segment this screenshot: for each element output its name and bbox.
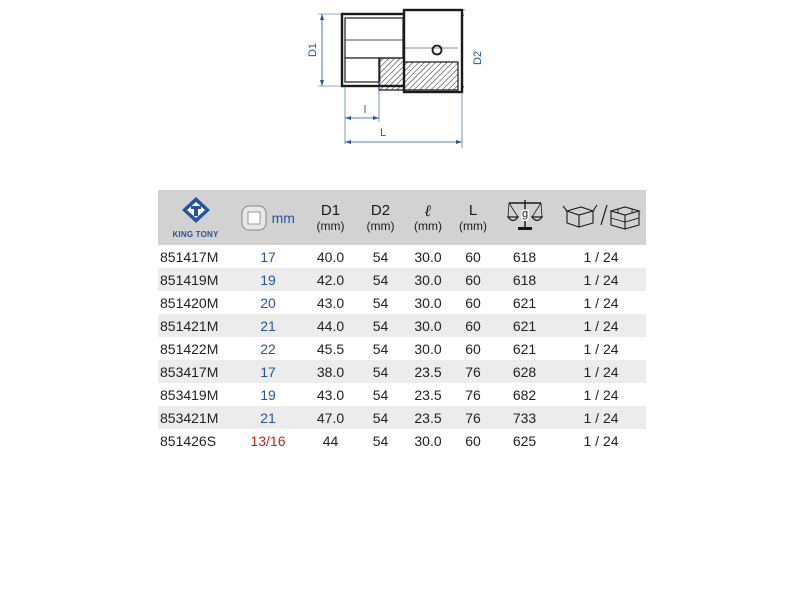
cell-ell: 23.5 <box>403 406 453 429</box>
socket-outline <box>342 10 462 92</box>
header-d2-unit: (mm) <box>366 218 395 233</box>
cell-d1: 47.0 <box>303 406 358 429</box>
cell-d2: 54 <box>358 406 403 429</box>
cell-size: 21 <box>233 406 303 429</box>
header-d1-label: D1 <box>320 201 341 219</box>
table-row <box>158 406 646 429</box>
cell-d1: 40.0 <box>316 248 345 265</box>
cell-code: 851422M <box>160 340 219 357</box>
cell-packing: 1 / 24 <box>583 248 619 265</box>
cell-ell: 23.5 <box>403 360 453 383</box>
cell-code: 851426S <box>160 432 217 449</box>
cell-weight: 618 <box>512 248 537 265</box>
table-body <box>158 245 646 452</box>
cell-ell: 30.0 <box>414 248 442 265</box>
cell-packing: 1 / 24 <box>556 406 646 429</box>
table-row <box>158 429 646 452</box>
size-unit: mm <box>271 209 295 226</box>
table-row <box>158 291 646 314</box>
dimension-d2 <box>460 10 484 92</box>
cell-weight: 621 <box>512 294 537 311</box>
cell-d2: 54 <box>358 268 403 291</box>
cell-weight: 621 <box>493 314 556 337</box>
header-d2 <box>358 190 403 245</box>
cell-d2: 54 <box>372 294 389 311</box>
cell-d1: 43.0 <box>316 386 345 403</box>
cell-d1: 38.0 <box>303 360 358 383</box>
cell-size: 13/16 <box>250 432 286 449</box>
cell-ell: 30.0 <box>414 432 442 449</box>
cell-ell: 23.5 <box>414 386 442 403</box>
header-size <box>233 190 303 245</box>
cell-length: 76 <box>453 360 493 383</box>
cell-packing: 1 / 24 <box>583 294 619 311</box>
table-header <box>158 190 646 245</box>
label-l-small: l <box>363 104 367 116</box>
brand-name: KING TONY <box>172 230 219 239</box>
cell-d1: 45.5 <box>316 340 345 357</box>
cell-size: 19 <box>233 268 303 291</box>
cell-code: 853417M <box>158 360 233 383</box>
cell-ell: 30.0 <box>414 294 442 311</box>
cell-code: 853419M <box>160 386 219 403</box>
cell-length: 60 <box>465 432 481 449</box>
spec-table <box>158 190 646 452</box>
cell-weight: 628 <box>493 360 556 383</box>
socket-drawing <box>300 0 500 160</box>
cell-d1: 44 <box>322 432 339 449</box>
cell-d1: 44.0 <box>303 314 358 337</box>
table-row <box>158 337 646 360</box>
label-d2: D2 <box>472 50 484 66</box>
cell-packing: 1 / 24 <box>583 432 619 449</box>
cell-packing: 1 / 24 <box>556 268 646 291</box>
cell-size: 20 <box>260 294 276 311</box>
header-d1-unit: (mm) <box>316 218 345 233</box>
cell-weight: 682 <box>512 386 537 403</box>
weight-unit: g <box>521 208 528 220</box>
cell-d2: 54 <box>358 314 403 337</box>
table-row <box>158 245 646 268</box>
cell-packing: 1 / 24 <box>556 314 646 337</box>
header-packing <box>556 190 646 245</box>
cell-length: 60 <box>465 340 481 357</box>
cell-d2: 54 <box>372 386 389 403</box>
cell-length: 60 <box>465 248 481 265</box>
square-drive-icon <box>241 205 267 231</box>
table-row <box>158 360 646 383</box>
cell-size: 17 <box>233 360 303 383</box>
packing-icon <box>561 199 641 231</box>
cell-code: 851420M <box>160 294 219 311</box>
dimension-l-small <box>345 86 379 144</box>
header-ell-label: ℓ <box>424 200 432 220</box>
table-row <box>158 383 646 406</box>
cell-packing: 1 / 24 <box>583 340 619 357</box>
cell-packing: 1 / 24 <box>583 386 619 403</box>
dimension-l-total <box>345 92 462 148</box>
label-d1: D1 <box>307 42 319 58</box>
cell-ell: 30.0 <box>403 314 453 337</box>
cell-d1: 42.0 <box>303 268 358 291</box>
table-row <box>158 268 646 291</box>
cell-d2: 54 <box>358 360 403 383</box>
dimension-d1 <box>307 14 345 86</box>
header-length <box>453 190 493 245</box>
cell-length: 76 <box>453 406 493 429</box>
cell-weight: 621 <box>512 340 537 357</box>
header-brand <box>158 190 233 245</box>
scale-icon <box>505 197 545 233</box>
header-length-unit: (mm) <box>459 218 487 233</box>
cell-d1: 43.0 <box>316 294 345 311</box>
cell-size: 21 <box>233 314 303 337</box>
cell-size: 17 <box>260 248 276 265</box>
cell-weight: 625 <box>512 432 537 449</box>
cell-length: 60 <box>465 294 481 311</box>
cell-weight: 618 <box>493 268 556 291</box>
header-length-label: L <box>468 201 478 219</box>
cell-packing: 1 / 24 <box>556 360 646 383</box>
cell-d2: 54 <box>372 432 389 449</box>
cell-code: 851419M <box>158 268 233 291</box>
cell-size: 19 <box>260 386 276 403</box>
cell-code: 853421M <box>158 406 233 429</box>
table-row <box>158 314 646 337</box>
cell-weight: 733 <box>493 406 556 429</box>
label-l-total: L <box>379 127 387 139</box>
cell-length: 76 <box>465 386 481 403</box>
cell-code: 851421M <box>158 314 233 337</box>
cell-ell: 30.0 <box>414 340 442 357</box>
cell-code: 851417M <box>160 248 219 265</box>
cell-length: 60 <box>453 268 493 291</box>
cell-ell: 30.0 <box>403 268 453 291</box>
header-d1 <box>303 190 358 245</box>
cell-length: 60 <box>453 314 493 337</box>
cell-d2: 54 <box>372 340 389 357</box>
header-ell-unit: (mm) <box>414 218 442 233</box>
header-d2-label: D2 <box>370 201 391 219</box>
cell-d2: 54 <box>372 248 389 265</box>
cell-size: 22 <box>260 340 276 357</box>
header-weight <box>493 190 556 245</box>
king-tony-logo <box>178 196 214 224</box>
header-ell <box>403 190 453 245</box>
